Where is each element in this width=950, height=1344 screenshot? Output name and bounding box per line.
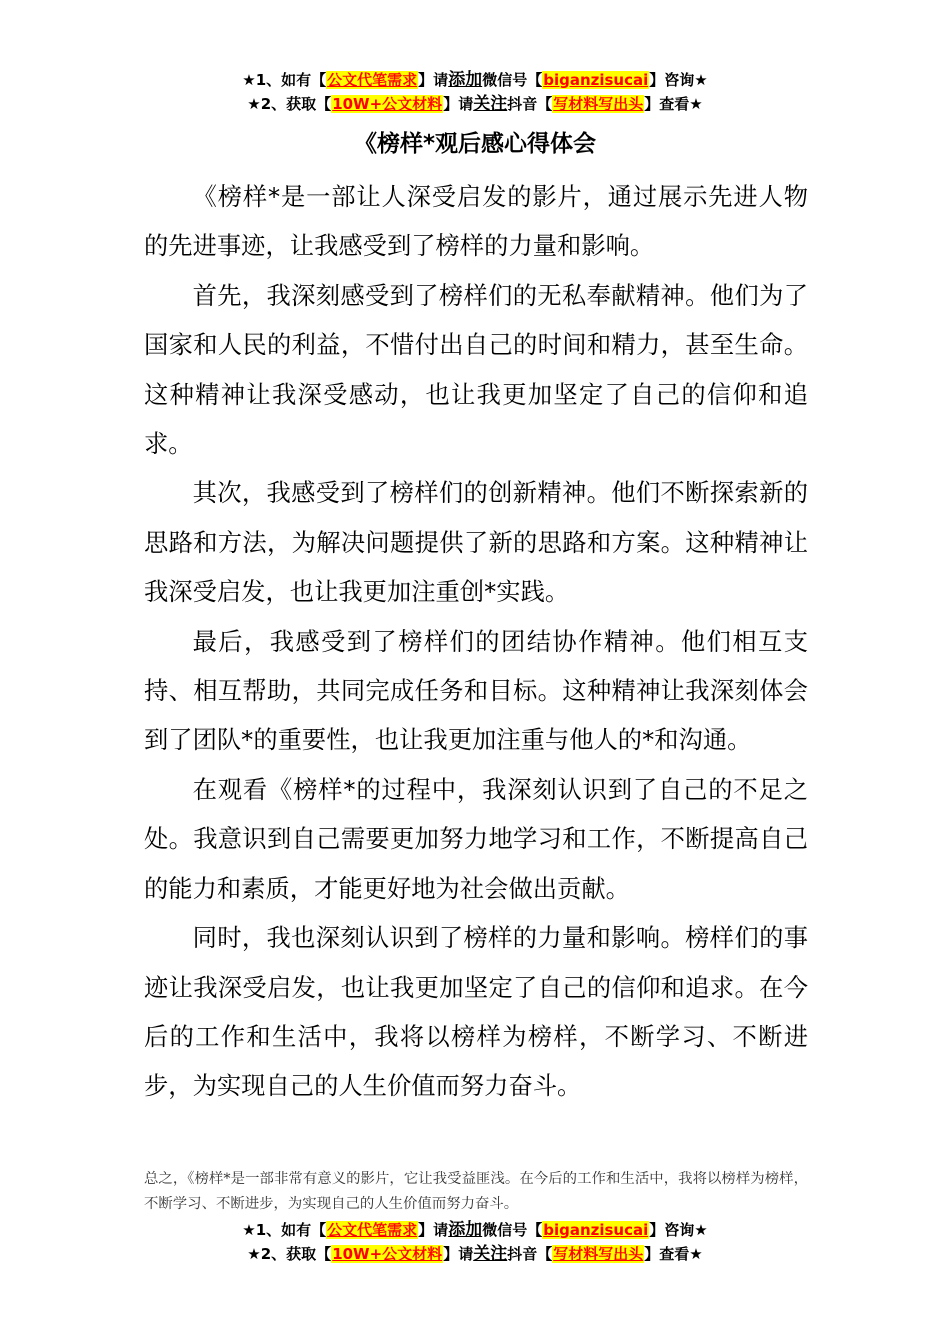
- highlight-wechat-id: biganzisucai: [543, 71, 649, 89]
- banner-line-2: [0, 1242, 950, 1266]
- banner-text: 】查看★: [644, 1245, 703, 1263]
- banner-text: ★1、如有【: [242, 1221, 327, 1239]
- banner-text: 】请: [418, 1221, 449, 1239]
- top-banner: [0, 68, 950, 116]
- banner-text: 微信号【: [482, 71, 543, 89]
- highlight-service: 公文代笔需求: [327, 71, 418, 89]
- highlight-service: 公文代笔需求: [327, 1221, 418, 1239]
- banner-text: 】查看★: [644, 95, 703, 113]
- banner-emphasis: 关注: [473, 94, 508, 114]
- banner-line-1: [0, 68, 950, 92]
- banner-text: 】请: [443, 1245, 474, 1263]
- banner-text: 】请: [443, 95, 474, 113]
- bottom-banner: [0, 1218, 950, 1266]
- banner-text: 微信号【: [482, 1221, 543, 1239]
- paragraph: 其次，我感受到了榜样们的创新精神。他们不断探索新的思路和方法，为解决问题提供了新的思路和方案。这种精神让我深受启发，也让我更加注重创*实践。: [144, 478, 808, 607]
- document-body: [144, 172, 808, 1111]
- banner-emphasis: 添加: [448, 1220, 483, 1240]
- banner-text: ★2、获取【: [247, 1245, 332, 1263]
- highlight-douyin-id: 写材料写出头: [553, 1245, 644, 1263]
- highlight-materials: 10W+公文材料: [332, 95, 443, 113]
- paragraph: 同时，我也深刻认识到了榜样的力量和影响。榜样们的事迹让我深受启发，也让我更加坚定了自己的信仰和追求。在今后的工作和生活中，我将以榜样为榜样，不断学习、不断进步，为实现自己的人生价值而努力奋斗。: [144, 923, 808, 1101]
- highlight-materials: 10W+公文材料: [332, 1245, 443, 1263]
- banner-emphasis: 关注: [473, 1244, 508, 1264]
- banner-text: ★1、如有【: [242, 71, 327, 89]
- banner-text: 抖音【: [507, 1245, 553, 1263]
- highlight-douyin-id: 写材料写出头: [553, 95, 644, 113]
- banner-text: 】咨询★: [649, 71, 708, 89]
- summary-paragraph: 总之，《榜样*是一部非常有意义的影片，它让我受益匪浅。在今后的工作和生活中，我将以榜样为榜样，不断学习、不断进步，为实现自己的人生价值而努力奋斗。: [144, 1171, 808, 1212]
- banner-line-2: [0, 92, 950, 116]
- banner-text: 抖音【: [507, 95, 553, 113]
- paragraph: 《榜样*是一部让人深受启发的影片，通过展示先进人物的先进事迹，让我感受到了榜样的力量和影响。: [144, 182, 808, 261]
- banner-text: 】请: [418, 71, 449, 89]
- banner-text: ★2、获取【: [247, 95, 332, 113]
- banner-emphasis: 添加: [448, 70, 483, 90]
- document-title: 《榜样*观后感心得体会: [353, 131, 597, 157]
- paragraph: 在观看《榜样*的过程中，我深刻认识到了自己的不足之处。我意识到自己需要更加努力地学习和工作，不断提高自己的能力和素质，才能更好地为社会做出贡献。: [144, 774, 808, 903]
- banner-text: 】咨询★: [649, 1221, 708, 1239]
- paragraph: 最后，我感受到了榜样们的团结协作精神。他们相互支持、相互帮助，共同完成任务和目标。这种精神让我深刻体会到了团队*的重要性，也让我更加注重与他人的*和沟通。: [144, 626, 808, 755]
- highlight-wechat-id: biganzisucai: [543, 1221, 649, 1239]
- paragraph: 首先，我深刻感受到了榜样们的无私奉献精神。他们为了国家和人民的利益，不惜付出自己的时间和精力，甚至生命。这种精神让我深受感动，也让我更加坚定了自己的信仰和追求。: [144, 280, 808, 459]
- banner-line-1: [0, 1218, 950, 1242]
